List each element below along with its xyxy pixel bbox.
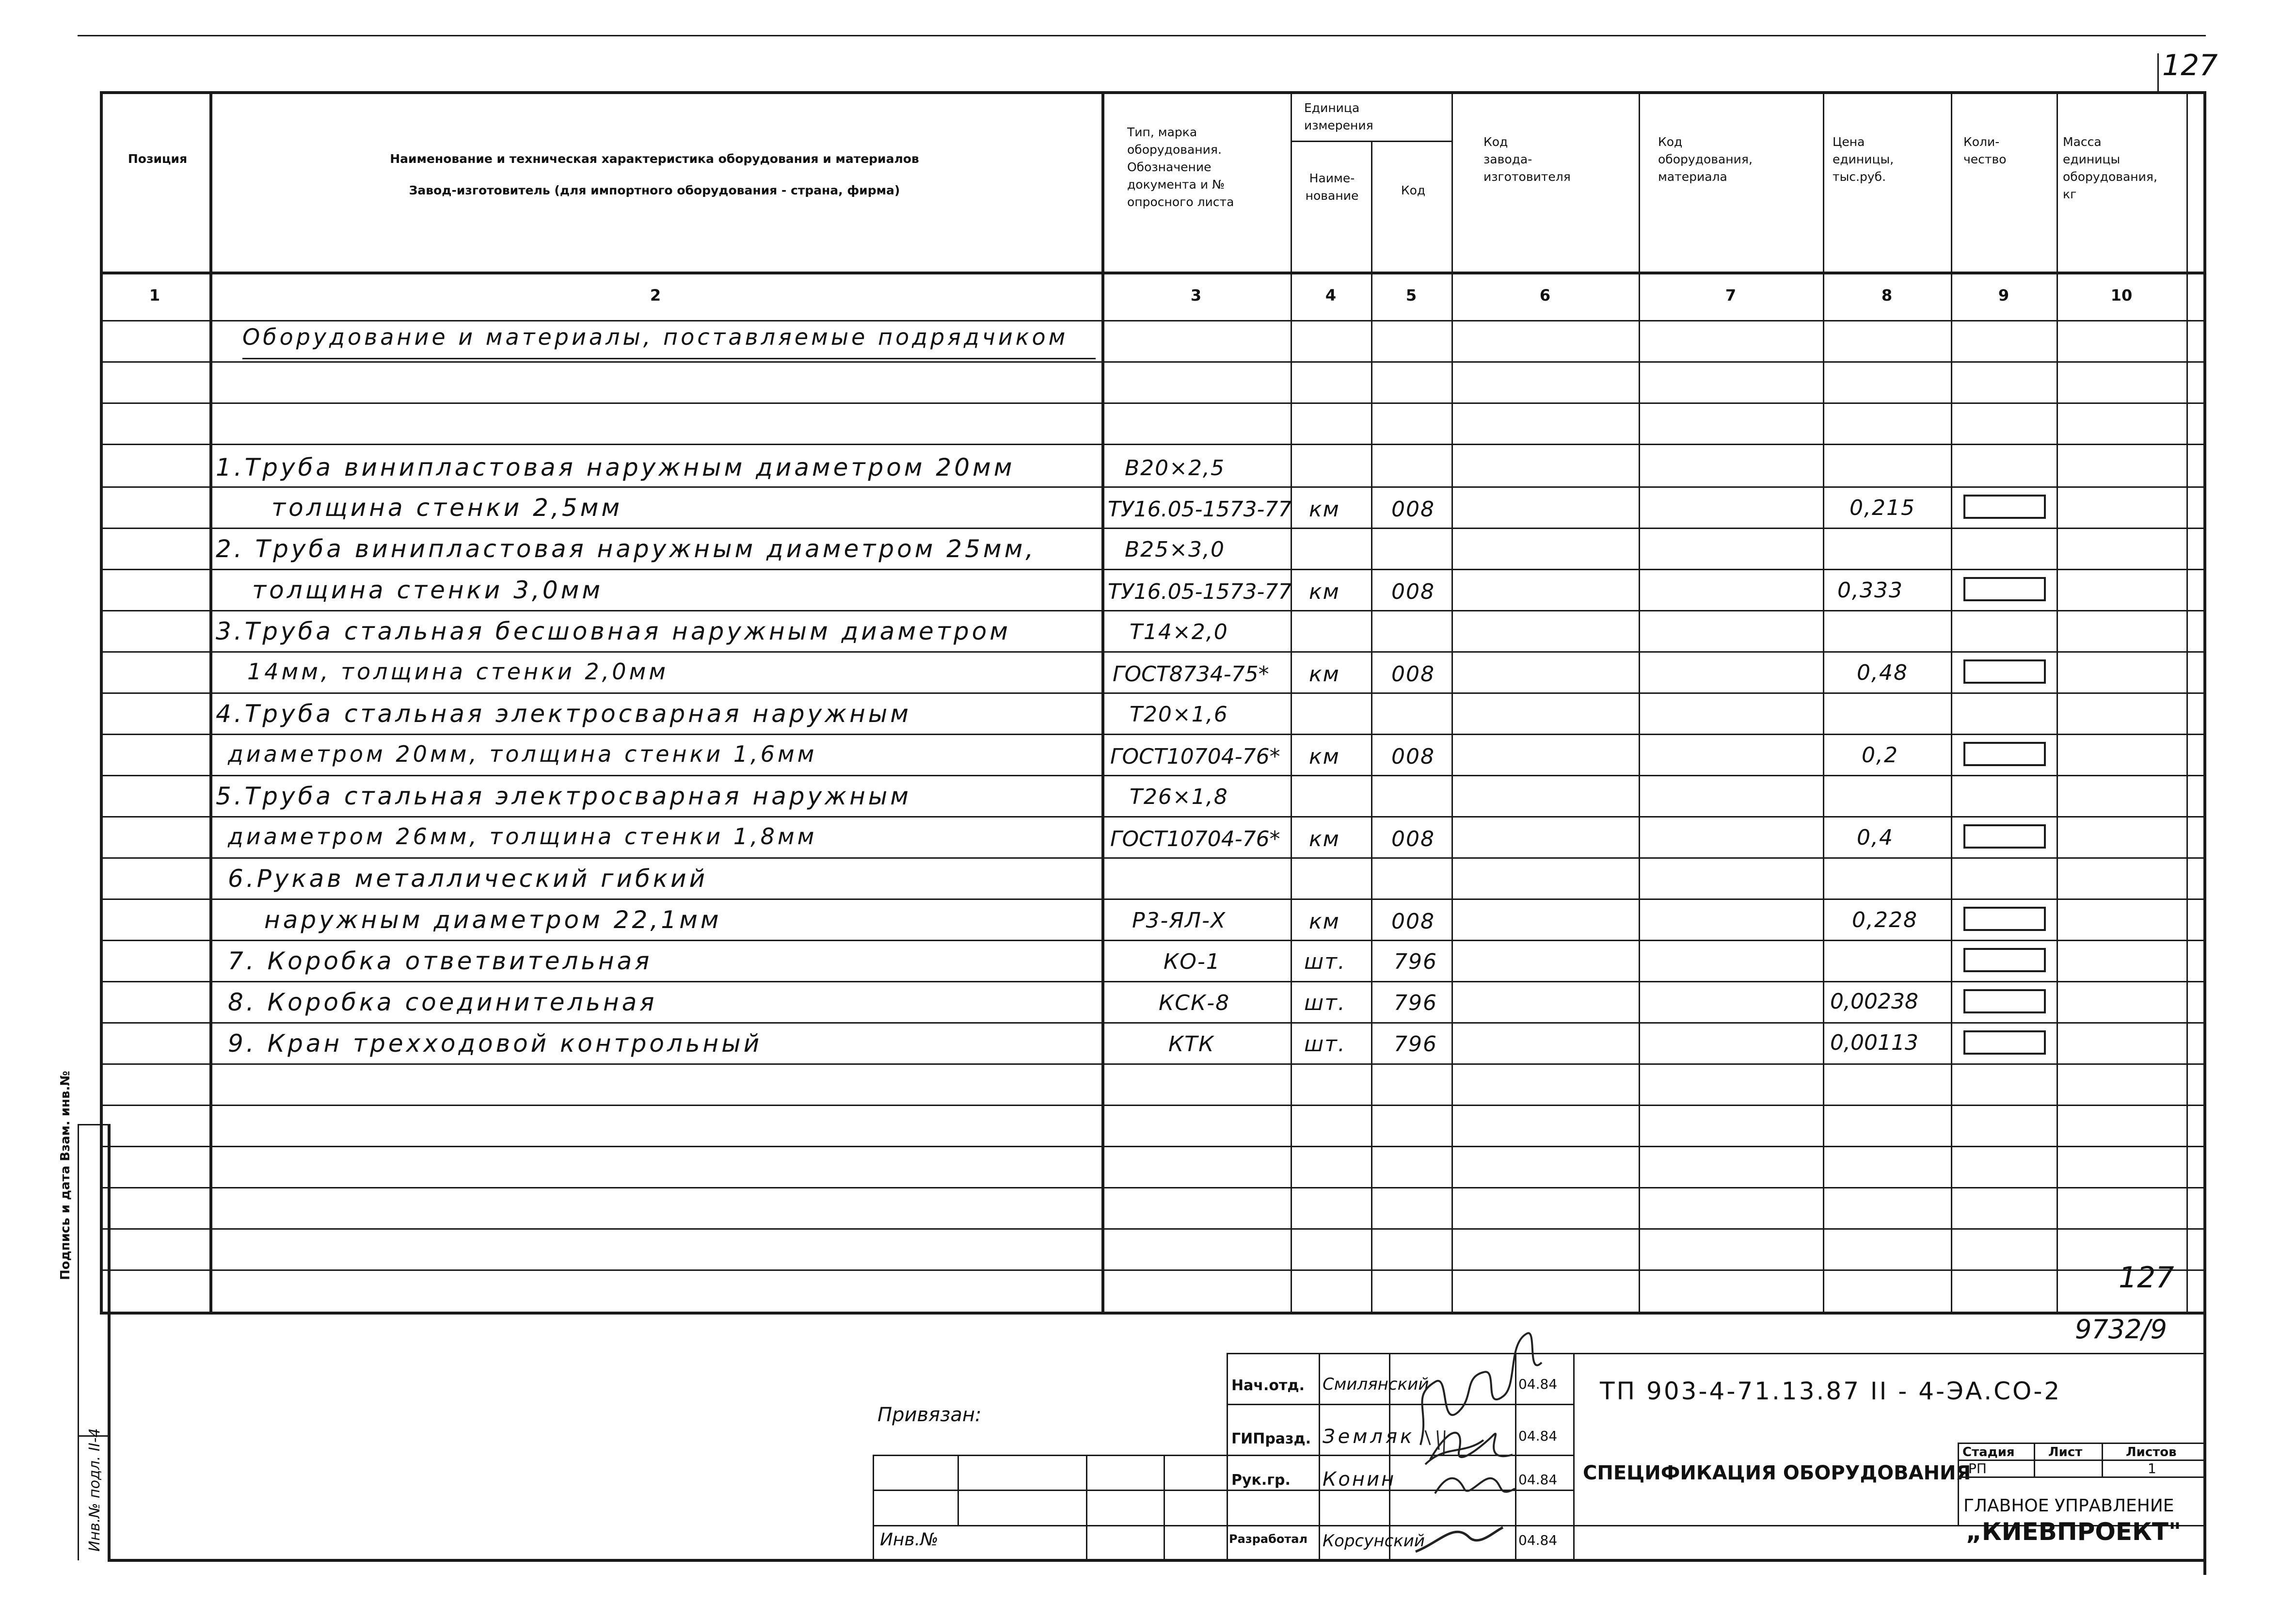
item-unit: км: [1309, 497, 1340, 522]
sheet-label: Лист: [2048, 1445, 2083, 1460]
sheet-number: 127: [2162, 48, 2218, 82]
item-price: 0,00113: [1830, 1030, 1918, 1055]
item-code: 796: [1394, 1032, 1437, 1057]
name-2: Земляк: [1323, 1426, 1415, 1448]
role-2: ГИПразд.: [1231, 1430, 1311, 1447]
sheet-title: СПЕЦИФИКАЦИЯ ОБОРУДОВАНИЯ: [1583, 1462, 1971, 1484]
name-4: Корсунский: [1323, 1531, 1425, 1551]
header-name-line2: Завод-изготовитель (для импортного оборудования - страна, фирма): [409, 183, 900, 197]
section-title: Оборудование и материалы, поставляемые подрядчиком: [242, 324, 1068, 350]
item-name: 3.Труба стальная бесшовная наружным диаметром: [216, 617, 1011, 645]
header-mass: Масса единицы оборудования, кг: [2063, 135, 2157, 201]
page-mark: 127: [2119, 1261, 2174, 1295]
sheets-label: Листов: [2126, 1445, 2177, 1460]
item-name: 4.Труба стальная электросварная наружным: [216, 700, 911, 728]
item-name: 8. Коробка соединительная: [228, 988, 657, 1016]
col-number-5: 5: [1405, 286, 1417, 305]
col-number-10: 10: [2110, 286, 2133, 305]
top-rule: [78, 35, 2206, 36]
date-1: 04.84: [1518, 1376, 1558, 1392]
item-type: ГОСТ8734-75*: [1113, 662, 1269, 687]
item-price: 0,00238: [1830, 989, 1918, 1014]
item-unit: шт.: [1304, 949, 1346, 974]
item-code: 796: [1394, 991, 1437, 1015]
role-3: Рук.гр.: [1231, 1472, 1291, 1489]
item-type: Т26×1,8: [1130, 785, 1228, 809]
item-type: В20×2,5: [1125, 456, 1226, 481]
item-unit: шт.: [1304, 991, 1346, 1015]
item-name: 2. Труба винипластовая наружным диаметром 25мм,: [216, 535, 1036, 563]
col-number-4: 4: [1325, 286, 1337, 305]
date-2: 04.84: [1518, 1428, 1558, 1444]
col-number-6: 6: [1539, 286, 1551, 305]
quantity-box: [1963, 824, 2046, 849]
date-4: 04.84: [1518, 1532, 1558, 1548]
col-number-9: 9: [1998, 286, 2009, 305]
org-line2: „КИЕВПРОЕКТ": [1966, 1518, 2182, 1546]
item-name: 9. Кран трехходовой контрольный: [228, 1029, 763, 1058]
col-number-8: 8: [1881, 286, 1893, 305]
item-unit: км: [1309, 744, 1340, 769]
item-unit: км: [1309, 909, 1340, 934]
name-1: Смилянский: [1323, 1375, 1429, 1394]
header-quantity: Коли- чество: [1963, 135, 2007, 166]
project-code: ТП 903-4-71.13.87 II - 4-ЭА.СО-2: [1600, 1377, 2062, 1405]
item-price: 0,2: [1862, 743, 1898, 768]
header-price: Цена единицы, тыс.руб.: [1833, 135, 1894, 184]
col-number-3: 3: [1190, 286, 1202, 305]
item-type: Т20×1,6: [1130, 702, 1228, 727]
item-price: 0,4: [1857, 825, 1894, 850]
item-type: ГОСТ10704-76*: [1110, 827, 1280, 851]
item-name: 7. Коробка ответвительная: [228, 947, 653, 975]
item-code: 008: [1391, 744, 1435, 769]
role-4: Разработал: [1229, 1532, 1308, 1546]
quantity-box: [1963, 577, 2046, 601]
item-type: КСК-8: [1159, 991, 1230, 1015]
quantity-box: [1963, 742, 2046, 766]
item-name: 6.Рукав металлический гибкий: [228, 865, 708, 893]
item-price: 0,48: [1857, 660, 1908, 685]
stage-value: РП: [1968, 1460, 1987, 1476]
item-price: 0,228: [1852, 908, 1918, 932]
item-name: 1.Труба винипластовая наружным диаметром 20мм: [216, 453, 1015, 481]
header-unit-group: Единица измерения: [1304, 101, 1373, 132]
item-code: 008: [1391, 497, 1435, 522]
item-price: 0,215: [1850, 496, 1915, 520]
sheets-value: 1: [2148, 1460, 2156, 1476]
item-code: 796: [1394, 949, 1437, 974]
header-factory-code: Код завода- изготовителя: [1483, 135, 1571, 184]
header-type: Тип, марка оборудования. Обозначение документа и № опросного листа: [1127, 125, 1234, 209]
item-unit: шт.: [1304, 1032, 1346, 1057]
item-code: 008: [1391, 909, 1435, 934]
item-name: диаметром 20мм, толщина стенки 1,6мм: [228, 741, 817, 767]
item-type: КТК: [1168, 1032, 1215, 1057]
item-type: КО-1: [1164, 949, 1221, 974]
item-name: 5.Труба стальная электросварная наружным: [216, 782, 911, 810]
col-number-7: 7: [1725, 286, 1737, 305]
item-type: ГОСТ10704-76*: [1110, 744, 1280, 769]
header-position: Позиция: [128, 152, 188, 166]
item-name: 14мм, толщина стенки 2,0мм: [247, 658, 669, 685]
signature-scribble: [1425, 1460, 1522, 1508]
doc-number: 9732/9: [2075, 1314, 2167, 1345]
item-type: ТУ16.05-1573-77: [1108, 497, 1292, 522]
quantity-box: [1963, 948, 2046, 972]
item-name: наружным диаметром 22,1мм: [264, 906, 722, 934]
quantity-box: [1963, 989, 2046, 1013]
item-type: В25×3,0: [1125, 537, 1226, 562]
item-type: Т14×2,0: [1130, 620, 1228, 644]
quantity-box: [1963, 1030, 2046, 1055]
col-number-1: 1: [149, 286, 160, 305]
org-line1: ГЛАВНОЕ УПРАВЛЕНИЕ: [1963, 1496, 2174, 1516]
stage-label: Стадия: [1962, 1445, 2015, 1460]
item-name: толщина стенки 3,0мм: [252, 576, 604, 604]
header-unit-name: Наиме- нование: [1305, 171, 1359, 203]
header-material-code: Код оборудования, материала: [1658, 135, 1753, 184]
header-unit-code: Код: [1401, 183, 1426, 197]
item-code: 008: [1391, 662, 1435, 687]
header-name-line1: Наименование и техническая характеристика оборудования и материалов: [390, 152, 919, 166]
item-name: толщина стенки 2,5мм: [271, 494, 623, 522]
role-1: Нач.отд.: [1231, 1377, 1305, 1394]
item-price: 0,333: [1837, 578, 1903, 603]
item-type: ТУ16.05-1573-77: [1108, 579, 1292, 604]
quantity-box: [1963, 659, 2046, 684]
col-number-2: 2: [650, 286, 661, 305]
item-unit: км: [1309, 579, 1340, 604]
item-unit: км: [1309, 827, 1340, 851]
signature-scribble: [1411, 1513, 1508, 1561]
item-code: 008: [1391, 579, 1435, 604]
name-3: Конин: [1323, 1468, 1396, 1491]
item-code: 008: [1391, 827, 1435, 851]
item-name: диаметром 26мм, толщина стенки 1,8мм: [228, 823, 817, 850]
item-unit: км: [1309, 662, 1340, 687]
item-type: Р3-ЯЛ-Х: [1132, 908, 1227, 933]
quantity-box: [1963, 495, 2046, 519]
date-3: 04.84: [1518, 1472, 1558, 1488]
quantity-box: [1963, 907, 2046, 931]
